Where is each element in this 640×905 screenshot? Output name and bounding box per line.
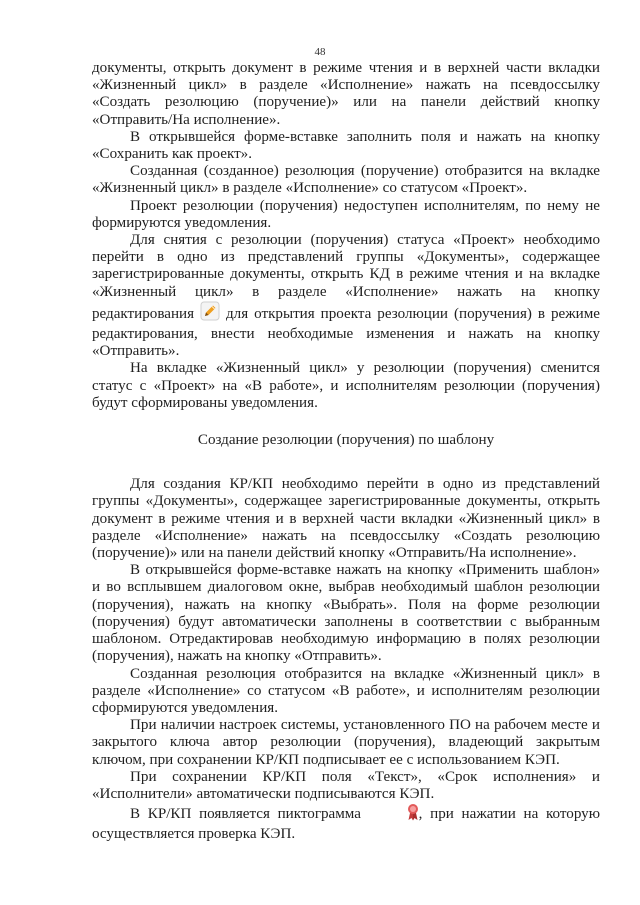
paragraph: При наличии настроек системы, установленного ПО на рабочем месте и закрытого ключа автор резолюции (поручения), владеющий закрытым ключом, при сохранении КР/КП подписывает ее с использованием КЭП. xyxy=(92,717,600,768)
paragraph: При сохранении КР/КП поля «Текст», «Срок исполнения» и «Исполнители» автоматически подписываются КЭП. xyxy=(92,768,600,802)
document-body xyxy=(92,60,600,844)
pencil-edit-icon xyxy=(200,301,220,326)
paragraph: Для создания КР/КП необходимо перейти в одно из представлений группы «Документы», содержащее зарегистрированные документы, открыть документ в режиме чтения и в верхней части вкладки «Жизненный цикл» в разделе «Исполнение» нажать на псевдоссылку «Создать резолюцию (поручение)» или на панели действий кнопку «Отправить/На исполнение». xyxy=(92,476,600,562)
paragraph: В открывшейся форме-вставке заполнить поля и нажать на кнопку «Сохранить как проект». xyxy=(92,128,600,163)
paragraph-with-icon xyxy=(92,803,600,843)
paragraph-text: для открытия проекта резолюции (поручения) в режиме редактирования, внести необходимые изменения и нажать на кнопку «Отправить». xyxy=(92,305,600,360)
paragraph: Созданная резолюция отобразится на вкладке «Жизненный цикл» в разделе «Исполнение» со статусом «В работе», и исполнителям резолюции сформируются уведомления. xyxy=(92,665,600,716)
signature-seal-icon xyxy=(369,803,419,826)
section-title: Создание резолюции (поручения) по шаблону xyxy=(197,432,495,449)
page-number: 48 xyxy=(314,46,326,58)
paragraph-text: В КР/КП появляется пиктограмма xyxy=(130,806,361,823)
paragraph: Проект резолюции (поручения) недоступен исполнителям, по нему не формируются уведомления. xyxy=(92,197,600,231)
paragraph: В открывшейся форме-вставке нажать на кнопку «Применить шаблон» и во всплывшем диалоговом окне, выбрав необходимый шаблон резолюции (поручения), нажать на кнопку «Выбрать». Поля на форме резолюции (поручения) будут автоматически заполнены в соответствии с выбранным шаблоном. Отредактировав необходимую информацию в полях резолюции (поручения), нажать на кнопку «Отправить». xyxy=(92,562,600,665)
paragraph-text: , при нажатии на которую осуществляется проверка КЭП. xyxy=(92,806,601,843)
paragraph: На вкладке «Жизненный цикл» у резолюции (поручения) сменится статус с «Проект» на «В работе», и исполнителям резолюции (поручения) будут сформированы уведомления. xyxy=(92,360,600,411)
paragraph-text: редактирования xyxy=(92,305,195,322)
paragraph-with-icon xyxy=(92,301,600,361)
paragraph: Для снятия с резолюции (поручения) статуса «Проект» необходимо перейти в одно из представлений группы «Документы», содержащее зарегистрированные документы, открыть КД в режиме чтения и на вкладке «Жизненный цикл» в разделе «Исполнение» нажать на кнопку xyxy=(92,232,600,300)
paragraph: Созданная (созданное) резолюция (поручение) отобразится на вкладке «Жизненный цикл» в разделе «Исполнение» со статусом «Проект». xyxy=(92,163,600,197)
paragraph: документы, открыть документ в режиме чтения и в верхней части вкладки «Жизненный цикл» в разделе «Исполнение» нажать на псевдоссылку «Создать резолюцию (поручение)» или на панели действий кнопку «Отправить/На исполнение». xyxy=(92,60,600,128)
